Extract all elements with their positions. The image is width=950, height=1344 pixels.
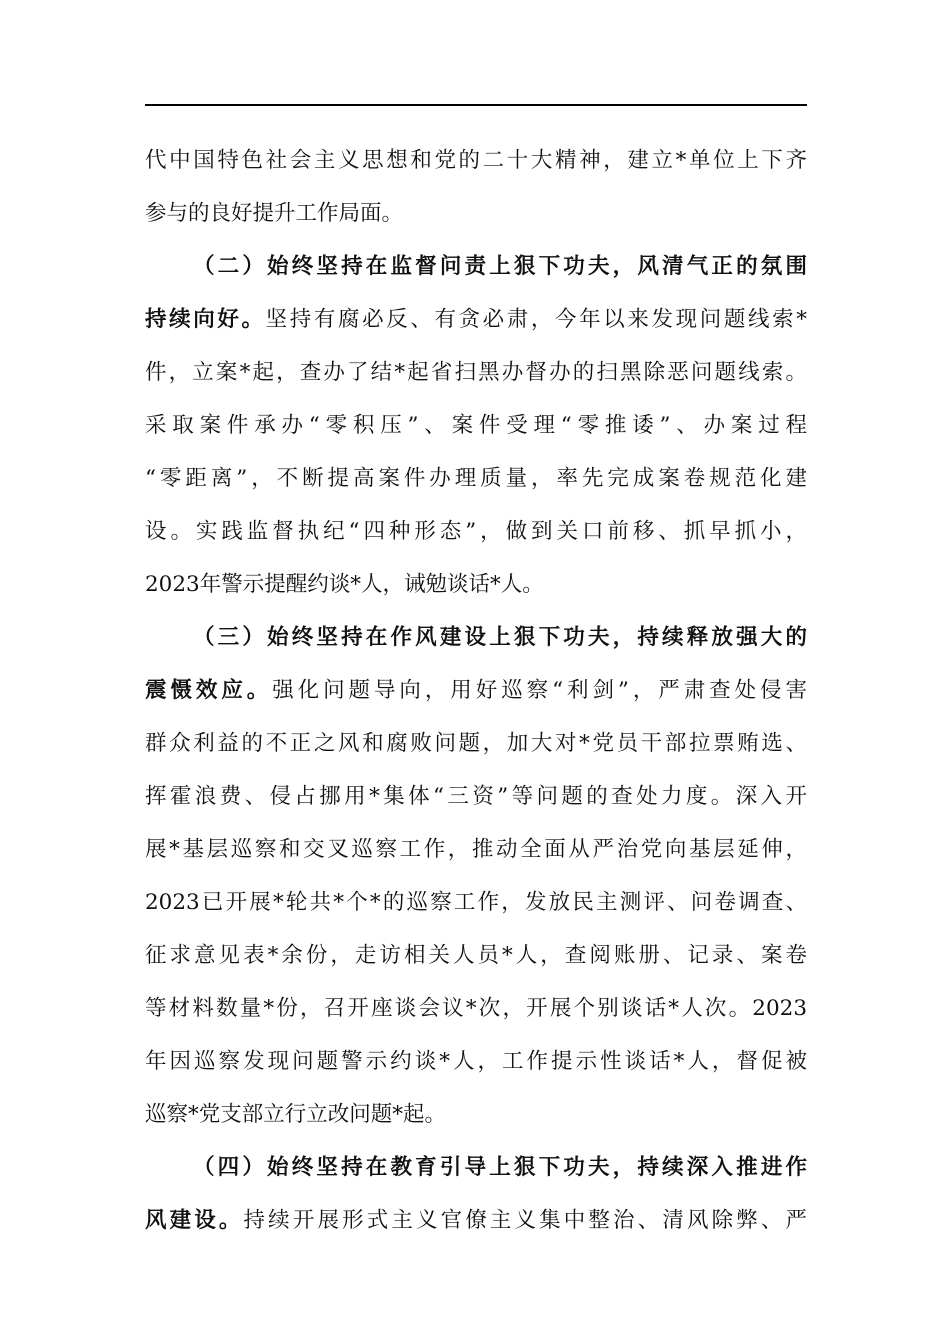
text-line: 巡察*党支部立行立改问题*起。 xyxy=(145,1102,447,1127)
section-heading: （三）始终坚持在作风建设上狠下功夫，持续释放强大的 xyxy=(193,625,807,650)
text-line: 风建设。持续开展形式主义官僚主义集中整治、清风除弊、严 xyxy=(145,1208,807,1233)
text-line: 震慑效应。强化问题导向，用好巡察“利剑”，严肃查处侵害 xyxy=(145,678,807,703)
text-line: 群众利益的不正之风和腐败问题，加大对*党员干部拉票贿选、 xyxy=(145,731,807,756)
text-line: 采取案件承办“零积压”、案件受理“零推诿”、办案过程 xyxy=(145,413,807,438)
text-line: 挥霍浪费、侵占挪用*集体“三资”等问题的查处力度。深入开 xyxy=(145,784,807,809)
section-heading: （二）始终坚持在监督问责上狠下功夫，风清气正的氛围 xyxy=(193,254,807,279)
text-line: 设。实践监督执纪“四种形态”，做到关口前移、抓早抓小， xyxy=(145,519,807,544)
text-line: 年因巡察发现问题警示约谈*人，工作提示性谈话*人，督促被 xyxy=(145,1049,807,1074)
text-line: 征求意见表*余份，走访相关人员*人，查阅账册、记录、案卷 xyxy=(145,943,807,968)
text-line: 等材料数量*份，召开座谈会议*次，开展个别谈话*人次。2023 xyxy=(145,996,807,1021)
text-line: 展*基层巡察和交叉巡察工作，推动全面从严治党向基层延伸， xyxy=(145,837,807,862)
text-line: 持续向好。坚持有腐必反、有贪必肃，今年以来发现问题线索* xyxy=(145,307,807,332)
text-line: 2023已开展*轮共*个*的巡察工作，发放民主测评、问卷调查、 xyxy=(145,890,807,915)
section-heading: （四）始终坚持在教育引导上狠下功夫，持续深入推进作 xyxy=(193,1155,807,1180)
text-line: 2023年警示提醒约谈*人，诫勉谈话*人。 xyxy=(145,572,544,597)
text-line: 件，立案*起，查办了结*起省扫黑办督办的扫黑除恶问题线索。 xyxy=(145,360,807,385)
text-line: “零距离”，不断提高案件办理质量，率先完成案卷规范化建 xyxy=(145,466,807,491)
text-line: 参与的良好提升工作局面。 xyxy=(145,201,404,226)
header-rule xyxy=(145,104,807,106)
text-line: 代中国特色社会主义思想和党的二十大精神，建立*单位上下齐 xyxy=(145,148,807,173)
document-body xyxy=(145,134,807,1247)
